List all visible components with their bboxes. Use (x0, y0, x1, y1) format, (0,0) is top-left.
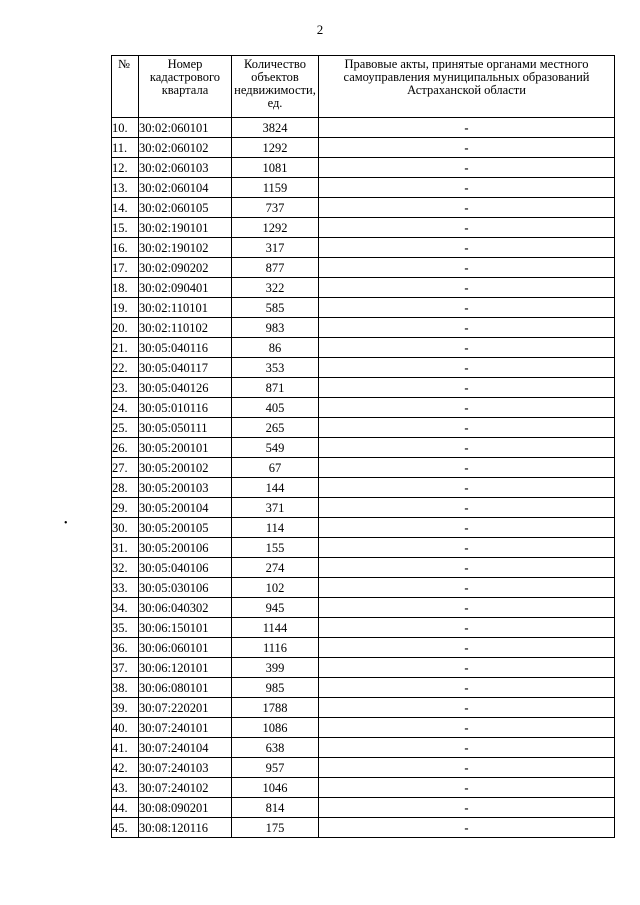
cadastral-quarter: 30:05:200102 (139, 458, 232, 478)
row-number: 32. (112, 558, 139, 578)
table-row (112, 438, 615, 458)
legal-acts: - (319, 398, 615, 418)
object-count: 1116 (232, 638, 319, 658)
row-number: 24. (112, 398, 139, 418)
table-row (112, 578, 615, 598)
table-row (112, 478, 615, 498)
cadastral-quarter: 30:05:200104 (139, 498, 232, 518)
legal-acts: - (319, 598, 615, 618)
table-row (112, 538, 615, 558)
object-count: 945 (232, 598, 319, 618)
object-count: 549 (232, 438, 319, 458)
cadastral-quarter: 30:06:060101 (139, 638, 232, 658)
legal-acts: - (319, 498, 615, 518)
legal-acts: - (319, 418, 615, 438)
legal-acts: - (319, 738, 615, 758)
table-row (112, 498, 615, 518)
header-num: № (112, 56, 139, 118)
row-number: 44. (112, 798, 139, 818)
table-row (112, 598, 615, 618)
table-row (112, 518, 615, 538)
cadastral-quarter: 30:02:110101 (139, 298, 232, 318)
legal-acts: - (319, 638, 615, 658)
cadastral-quarter: 30:02:060101 (139, 118, 232, 138)
row-number: 11. (112, 138, 139, 158)
object-count: 144 (232, 478, 319, 498)
cadastral-quarter: 30:07:240103 (139, 758, 232, 778)
legal-acts: - (319, 258, 615, 278)
row-number: 42. (112, 758, 139, 778)
object-count: 265 (232, 418, 319, 438)
legal-acts: - (319, 798, 615, 818)
table-row (112, 278, 615, 298)
object-count: 322 (232, 278, 319, 298)
table-row (112, 718, 615, 738)
table-row (112, 218, 615, 238)
object-count: 957 (232, 758, 319, 778)
cadastral-quarter: 30:02:090401 (139, 278, 232, 298)
cadastral-quarter: 30:07:220201 (139, 698, 232, 718)
object-count: 274 (232, 558, 319, 578)
row-number: 15. (112, 218, 139, 238)
cadastral-quarter: 30:02:090202 (139, 258, 232, 278)
legal-acts: - (319, 558, 615, 578)
row-number: 23. (112, 378, 139, 398)
table-row (112, 158, 615, 178)
row-number: 37. (112, 658, 139, 678)
table-row (112, 178, 615, 198)
table-row (112, 418, 615, 438)
row-number: 45. (112, 818, 139, 838)
legal-acts: - (319, 458, 615, 478)
legal-acts: - (319, 778, 615, 798)
row-number: 17. (112, 258, 139, 278)
legal-acts: - (319, 278, 615, 298)
row-number: 22. (112, 358, 139, 378)
row-number: 31. (112, 538, 139, 558)
legal-acts: - (319, 298, 615, 318)
legal-acts: - (319, 438, 615, 458)
row-number: 43. (112, 778, 139, 798)
row-number: 34. (112, 598, 139, 618)
legal-acts: - (319, 618, 615, 638)
cadastral-quarter: 30:02:060103 (139, 158, 232, 178)
object-count: 1081 (232, 158, 319, 178)
cadastral-quarter: 30:06:040302 (139, 598, 232, 618)
table-row (112, 358, 615, 378)
legal-acts: - (319, 338, 615, 358)
legal-acts: - (319, 658, 615, 678)
cadastral-quarter: 30:05:040117 (139, 358, 232, 378)
cadastral-quarter: 30:05:010116 (139, 398, 232, 418)
object-count: 1292 (232, 138, 319, 158)
table-row (112, 198, 615, 218)
object-count: 1292 (232, 218, 319, 238)
object-count: 3824 (232, 118, 319, 138)
cadastral-quarter: 30:08:120116 (139, 818, 232, 838)
legal-acts: - (319, 358, 615, 378)
object-count: 985 (232, 678, 319, 698)
object-count: 1046 (232, 778, 319, 798)
legal-acts: - (319, 158, 615, 178)
object-count: 1144 (232, 618, 319, 638)
table-row (112, 258, 615, 278)
cadastral-quarter: 30:02:060105 (139, 198, 232, 218)
object-count: 1788 (232, 698, 319, 718)
object-count: 175 (232, 818, 319, 838)
cadastral-quarter: 30:05:050111 (139, 418, 232, 438)
table-row (112, 738, 615, 758)
object-count: 399 (232, 658, 319, 678)
table-row (112, 118, 615, 138)
table-row (112, 298, 615, 318)
table-row (112, 818, 615, 838)
row-number: 18. (112, 278, 139, 298)
row-number: 26. (112, 438, 139, 458)
object-count: 353 (232, 358, 319, 378)
object-count: 814 (232, 798, 319, 818)
cadastral-quarter: 30:06:080101 (139, 678, 232, 698)
table-row (112, 318, 615, 338)
object-count: 405 (232, 398, 319, 418)
cadastral-quarter: 30:05:040126 (139, 378, 232, 398)
table-row (112, 458, 615, 478)
object-count: 871 (232, 378, 319, 398)
row-number: 40. (112, 718, 139, 738)
cadastral-quarter: 30:05:040116 (139, 338, 232, 358)
legal-acts: - (319, 118, 615, 138)
row-number: 13. (112, 178, 139, 198)
cadastral-quarter: 30:02:060102 (139, 138, 232, 158)
legal-acts: - (319, 218, 615, 238)
table-row (112, 138, 615, 158)
cadastral-quarter: 30:05:200103 (139, 478, 232, 498)
row-number: 19. (112, 298, 139, 318)
legal-acts: - (319, 538, 615, 558)
row-number: 36. (112, 638, 139, 658)
cadastral-quarter: 30:02:190101 (139, 218, 232, 238)
cadastral-quarter: 30:05:040106 (139, 558, 232, 578)
table-row (112, 618, 615, 638)
legal-acts: - (319, 718, 615, 738)
legal-acts: - (319, 238, 615, 258)
row-number: 29. (112, 498, 139, 518)
table-row (112, 558, 615, 578)
row-number: 39. (112, 698, 139, 718)
row-number: 25. (112, 418, 139, 438)
row-number: 20. (112, 318, 139, 338)
object-count: 638 (232, 738, 319, 758)
cadastral-quarter: 30:07:240101 (139, 718, 232, 738)
cadastral-quarter: 30:07:240104 (139, 738, 232, 758)
object-count: 155 (232, 538, 319, 558)
legal-acts: - (319, 698, 615, 718)
cadastral-quarter: 30:02:110102 (139, 318, 232, 338)
table-row (112, 658, 615, 678)
header-quarter: Номер кадастрового квартала (139, 56, 232, 118)
table-row (112, 798, 615, 818)
object-count: 67 (232, 458, 319, 478)
object-count: 983 (232, 318, 319, 338)
legal-acts: - (319, 378, 615, 398)
legal-acts: - (319, 518, 615, 538)
page-number: 2 (316, 22, 324, 37)
table-row (112, 758, 615, 778)
legal-acts: - (319, 478, 615, 498)
cadastral-quarter: 30:05:200106 (139, 538, 232, 558)
row-number: 33. (112, 578, 139, 598)
row-number: 21. (112, 338, 139, 358)
cadastral-quarter: 30:07:240102 (139, 778, 232, 798)
cadastral-quarter: 30:05:200105 (139, 518, 232, 538)
table-header-row (112, 56, 615, 118)
cadastral-quarter: 30:08:090201 (139, 798, 232, 818)
legal-acts: - (319, 758, 615, 778)
row-number: 41. (112, 738, 139, 758)
object-count: 737 (232, 198, 319, 218)
row-number: 30. (112, 518, 139, 538)
table-row (112, 378, 615, 398)
table-body (112, 118, 615, 838)
header-count: Количество объектов недвижимости, ед. (232, 56, 319, 118)
table-row (112, 238, 615, 258)
legal-acts: - (319, 678, 615, 698)
cadastral-quarter: 30:06:150101 (139, 618, 232, 638)
object-count: 585 (232, 298, 319, 318)
cadastral-quarter: 30:05:030106 (139, 578, 232, 598)
row-number: 16. (112, 238, 139, 258)
table-row (112, 398, 615, 418)
table-row (112, 338, 615, 358)
stray-mark: • (64, 518, 68, 529)
cadastral-quarter: 30:05:200101 (139, 438, 232, 458)
object-count: 877 (232, 258, 319, 278)
object-count: 371 (232, 498, 319, 518)
object-count: 102 (232, 578, 319, 598)
row-number: 28. (112, 478, 139, 498)
row-number: 35. (112, 618, 139, 638)
legal-acts: - (319, 318, 615, 338)
cadastral-table (111, 55, 615, 838)
object-count: 317 (232, 238, 319, 258)
object-count: 1086 (232, 718, 319, 738)
table-row (112, 678, 615, 698)
cadastral-quarter: 30:06:120101 (139, 658, 232, 678)
legal-acts: - (319, 818, 615, 838)
row-number: 10. (112, 118, 139, 138)
legal-acts: - (319, 178, 615, 198)
table-row (112, 698, 615, 718)
table-row (112, 778, 615, 798)
object-count: 114 (232, 518, 319, 538)
cadastral-quarter: 30:02:060104 (139, 178, 232, 198)
row-number: 14. (112, 198, 139, 218)
row-number: 38. (112, 678, 139, 698)
legal-acts: - (319, 138, 615, 158)
legal-acts: - (319, 578, 615, 598)
legal-acts: - (319, 198, 615, 218)
cadastral-quarter: 30:02:190102 (139, 238, 232, 258)
object-count: 1159 (232, 178, 319, 198)
row-number: 27. (112, 458, 139, 478)
table-row (112, 638, 615, 658)
object-count: 86 (232, 338, 319, 358)
row-number: 12. (112, 158, 139, 178)
header-acts: Правовые акты, принятые органами местного самоуправления муниципальных образований Астраханской области (319, 56, 615, 118)
